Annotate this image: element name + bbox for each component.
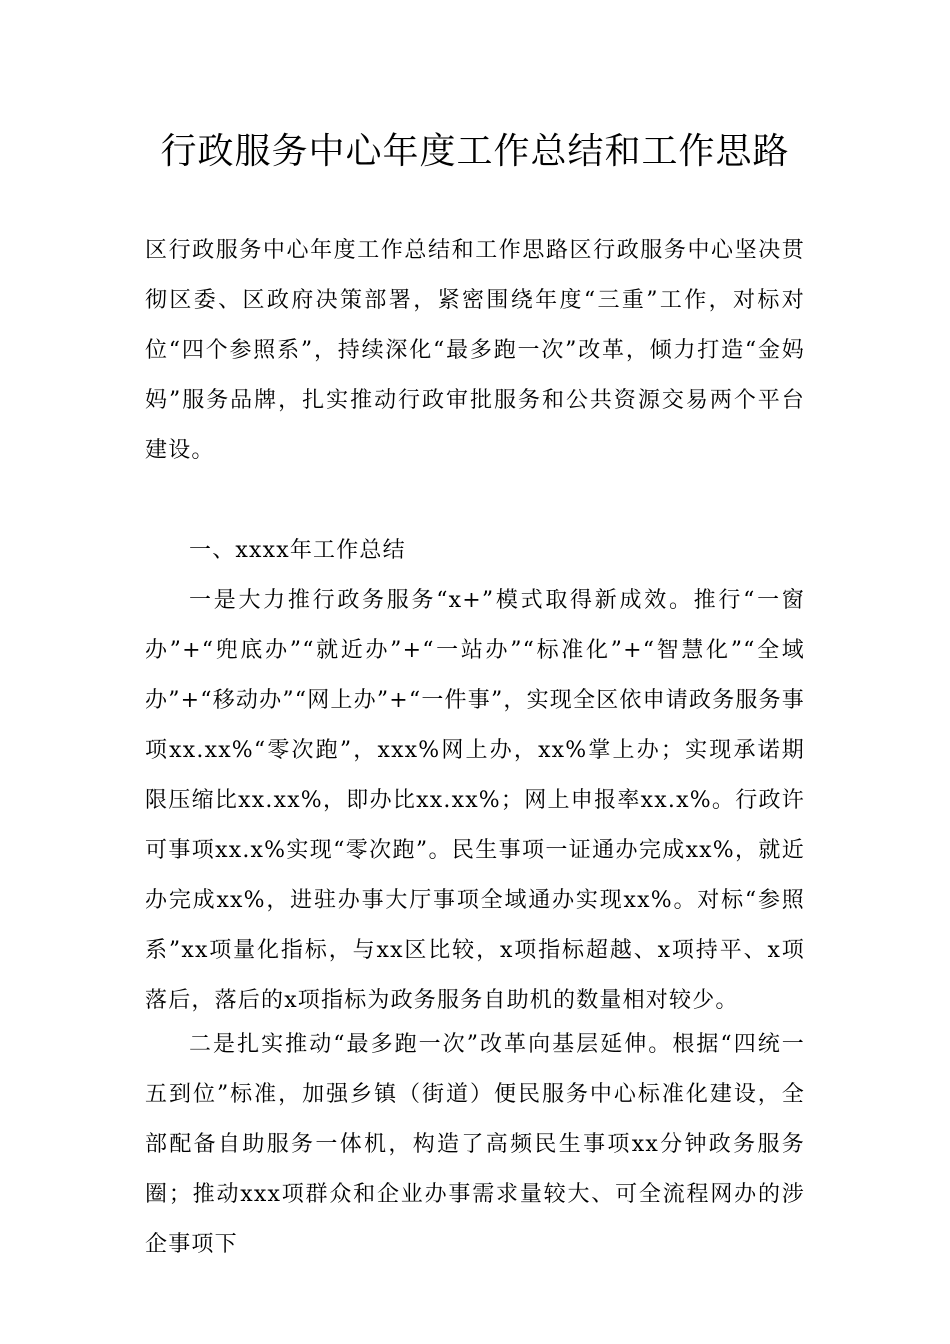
document-title: 行政服务中心年度工作总结和工作思路 xyxy=(160,131,790,172)
body-paragraph-1: 一是大力推行政务服务“x+”模式取得新成效。推行“一窗办”+“兜底办”“就近办”+“一站办”“标准化”+“智慧化”“全域办”+“移动办”“网上办”+“一件事”，实现全区依申请政务服务事项xx.xx%“零次跑”，xxx%网上办，xx%掌上办；实现承诺期限压缩比xx.xx%，即办比xx.xx%；网上申报率xx.x%。行政许可事项xx.x%实现“零次跑”。民生事项一证通办完成xx%，就近办完成xx%，进驻办事大厅事项全域通办实现xx%。对标“参照系”xx项量化指标，与xx区比较，x项指标超越、x项持平、x项落后，落后的x项指标为政务服务自助机的数量相对较少。 xyxy=(145,588,805,1013)
section-heading: 一、xxxx年工作总结 xyxy=(189,538,406,563)
body-paragraph-2: 二是扎实推动“最多跑一次”改革向基层延伸。根据“四统一五到位”标准，加强乡镇（街道）便民服务中心标准化建设，全部配备自助服务一体机，构造了高频民生事项xx分钟政务服务圈；推动xxx项群众和企业办事需求量较大、可全流程网办的涉企事项下 xyxy=(145,1032,805,1257)
intro-paragraph: 区行政服务中心年度工作总结和工作思路区行政服务中心坚决贯彻区委、区政府决策部署，紧密围绕年度“三重”工作，对标对位“四个参照系”，持续深化“最多跑一次”改革，倾力打造“金妈妈”服务品牌，扎实推动行政审批服务和公共资源交易两个平台建设。 xyxy=(145,238,805,463)
